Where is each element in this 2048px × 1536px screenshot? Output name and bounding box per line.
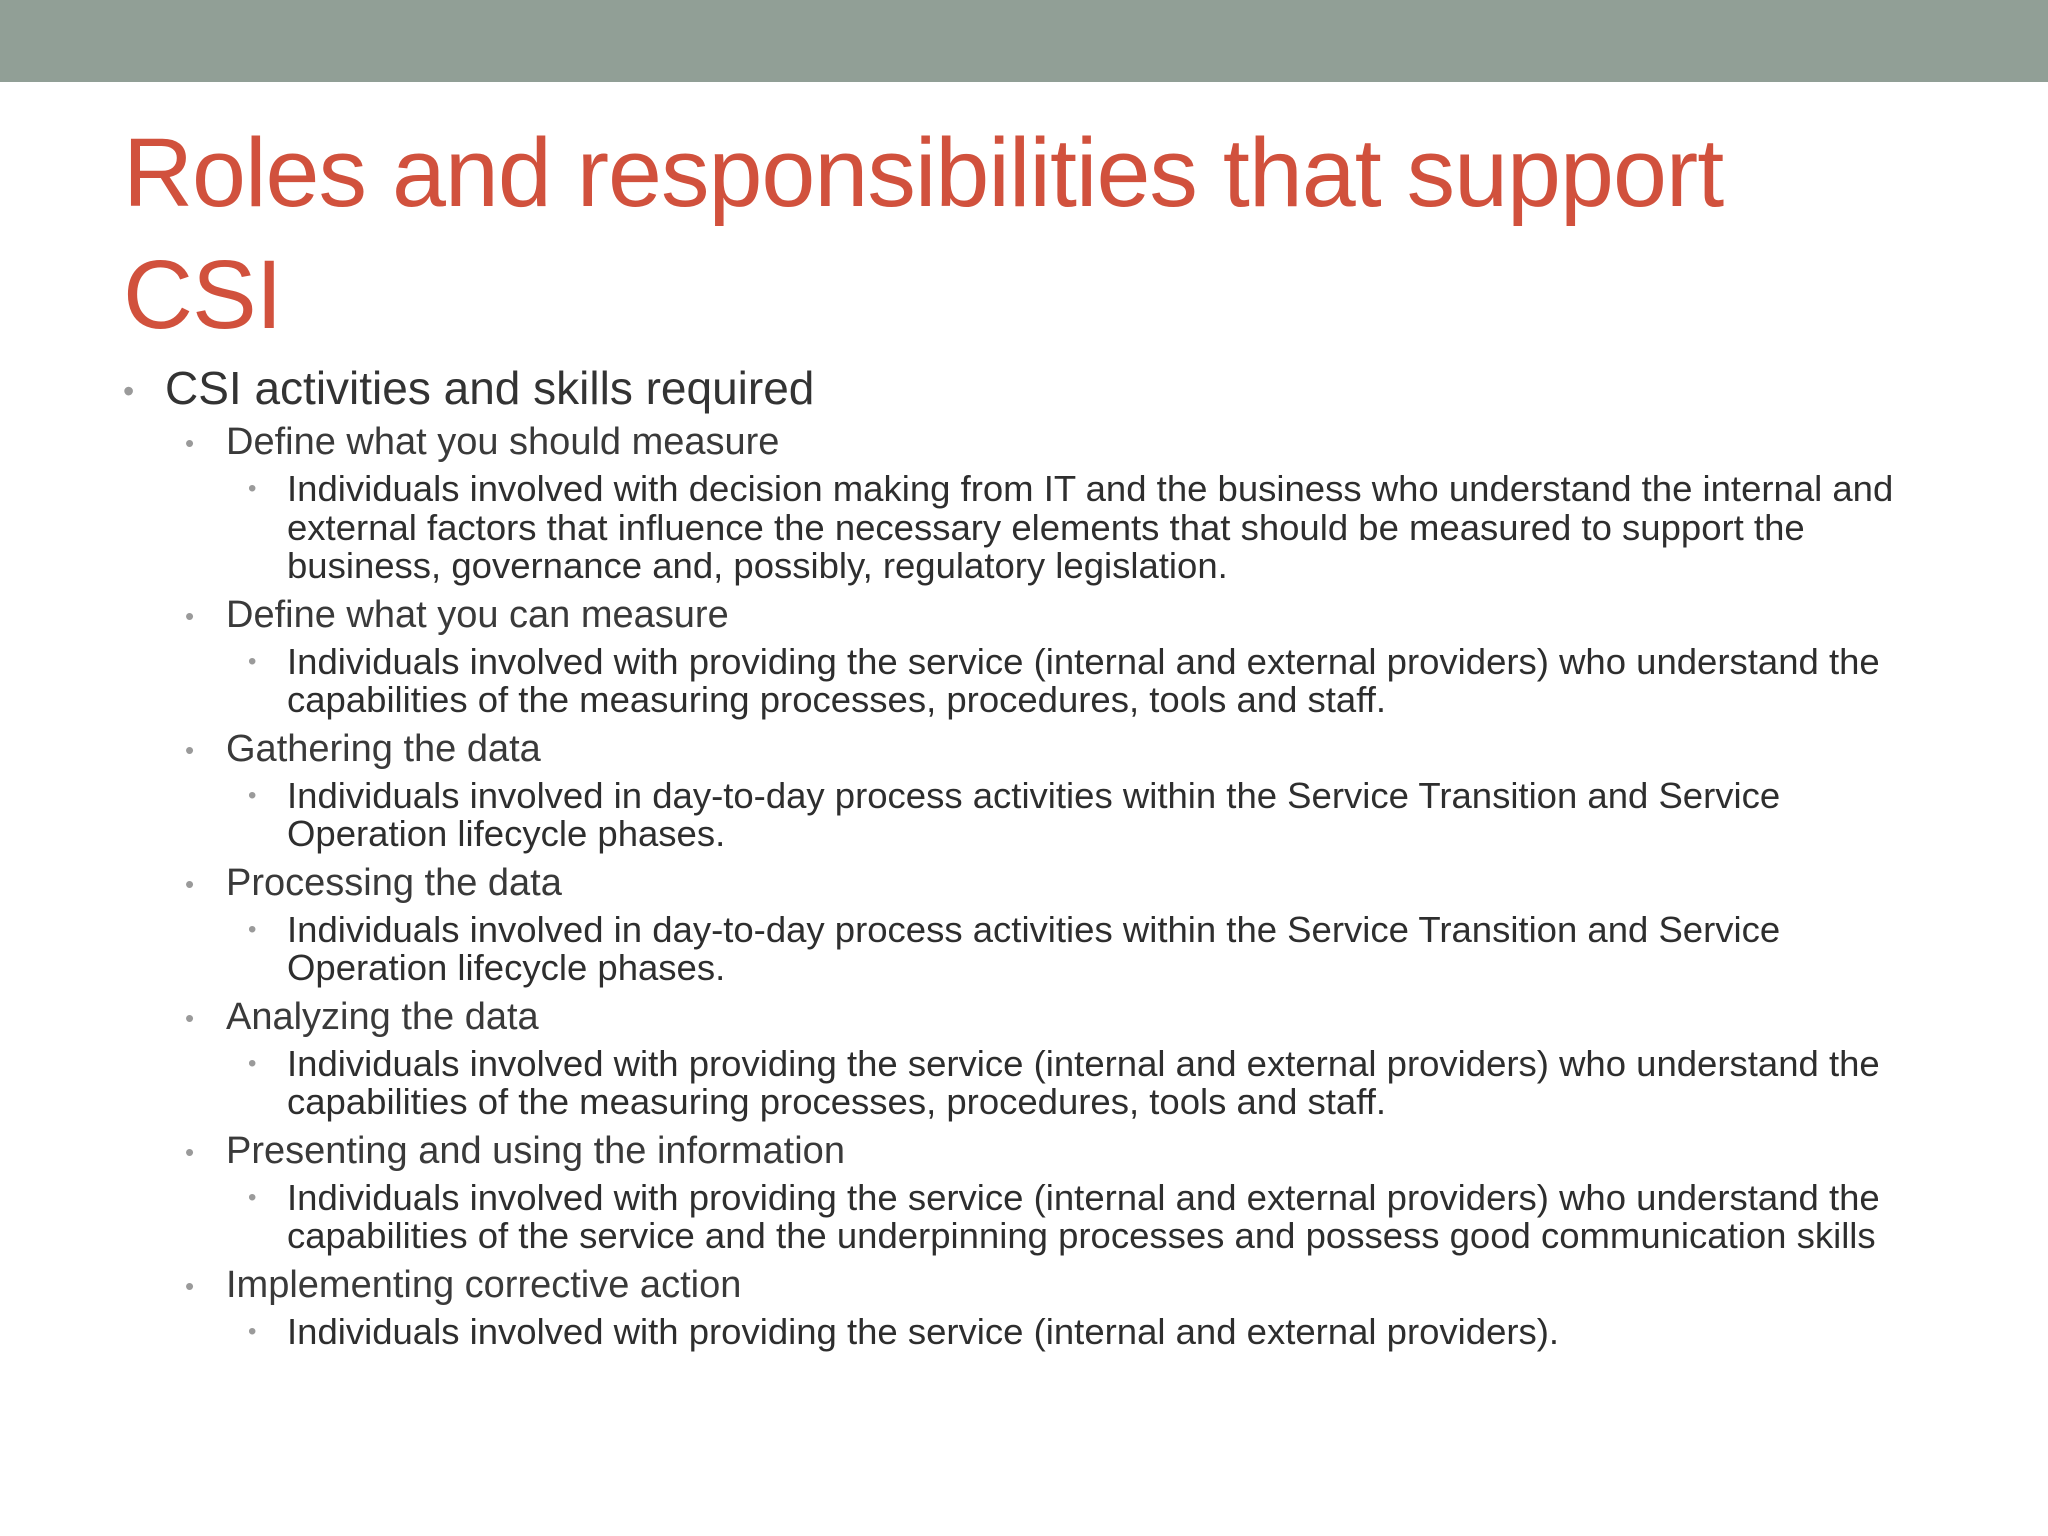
bullet-dot-icon: • xyxy=(248,915,257,943)
main-bullet-text: CSI activities and skills required xyxy=(165,362,815,414)
main-bullet xyxy=(120,358,1920,418)
bullet-dot-icon: • xyxy=(248,647,257,675)
activity-heading xyxy=(180,859,1920,907)
bullet-dot-icon: • xyxy=(185,600,195,631)
bullet-dot-icon: • xyxy=(185,428,195,458)
activity-heading xyxy=(180,591,1920,639)
bullet-dot-icon: • xyxy=(248,781,257,809)
slide-title xyxy=(123,112,1943,356)
bullet-dot-icon: • xyxy=(248,1049,257,1077)
activity-detail-text: Individuals involved with providing the service (internal and external providers). xyxy=(287,1310,1560,1352)
activity-heading-text: Define what you should measure xyxy=(226,421,780,463)
activity-detail xyxy=(242,466,1920,591)
activity-detail-text: Individuals involved in day-to-day process activities within the Service Transition and Service Operation lifecycle phases. xyxy=(287,774,1781,854)
activity-detail xyxy=(242,1309,1920,1357)
activity-detail xyxy=(242,1175,1920,1261)
activity-heading xyxy=(180,1261,1920,1309)
title-line-2: CSI xyxy=(123,240,282,349)
activity-heading xyxy=(180,418,1920,466)
bullet-dot-icon: • xyxy=(248,475,257,502)
activity-heading-text: Processing the data xyxy=(226,861,562,904)
activity-detail xyxy=(242,907,1920,993)
activity-detail-text: Individuals involved with providing the service (internal and external providers) who understand the capabilities of the measuring processes, procedures, tools and staff. xyxy=(287,1042,1880,1122)
bullet-dot-icon: • xyxy=(248,1317,257,1345)
activity-detail xyxy=(242,639,1920,725)
bullet-dot-icon: • xyxy=(123,373,135,409)
activity-detail-text: Individuals involved in day-to-day process activities within the Service Transition and Service Operation lifecycle phases. xyxy=(287,908,1781,988)
activity-detail xyxy=(242,1041,1920,1127)
activity-heading-text: Presenting and using the information xyxy=(226,1129,845,1172)
bullet-dot-icon: • xyxy=(185,1002,195,1033)
slide-content xyxy=(120,358,1920,1356)
bullet-dot-icon: • xyxy=(185,1270,195,1301)
activity-detail xyxy=(242,773,1920,859)
bullet-dot-icon: • xyxy=(185,868,195,899)
activity-heading-text: Define what you can measure xyxy=(226,593,729,636)
activity-heading-text: Gathering the data xyxy=(226,727,541,770)
activity-heading-text: Analyzing the data xyxy=(226,995,539,1038)
bullet-dot-icon: • xyxy=(248,1183,257,1211)
activity-heading xyxy=(180,993,1920,1041)
activity-detail-text: Individuals involved with decision making from IT and the business who understand the internal and external factors that influence the necessary elements that should be measured to support the business, governance and, possibly, regulatory legislation. xyxy=(287,468,1894,586)
bullet-dot-icon: • xyxy=(185,1136,195,1167)
title-line-1: Roles and responsibilities that support xyxy=(123,118,1724,227)
activity-heading xyxy=(180,1127,1920,1175)
activity-detail-text: Individuals involved with providing the service (internal and external providers) who understand the capabilities of the measuring processes, procedures, tools and staff. xyxy=(287,640,1880,720)
activity-heading xyxy=(180,725,1920,773)
header-band xyxy=(0,0,2048,82)
bullet-dot-icon: • xyxy=(185,734,195,765)
activity-detail-text: Individuals involved with providing the service (internal and external providers) who understand the capabilities of the service and the underpinning processes and possess good communication skills xyxy=(287,1176,1880,1256)
activity-heading-text: Implementing corrective action xyxy=(226,1263,742,1306)
